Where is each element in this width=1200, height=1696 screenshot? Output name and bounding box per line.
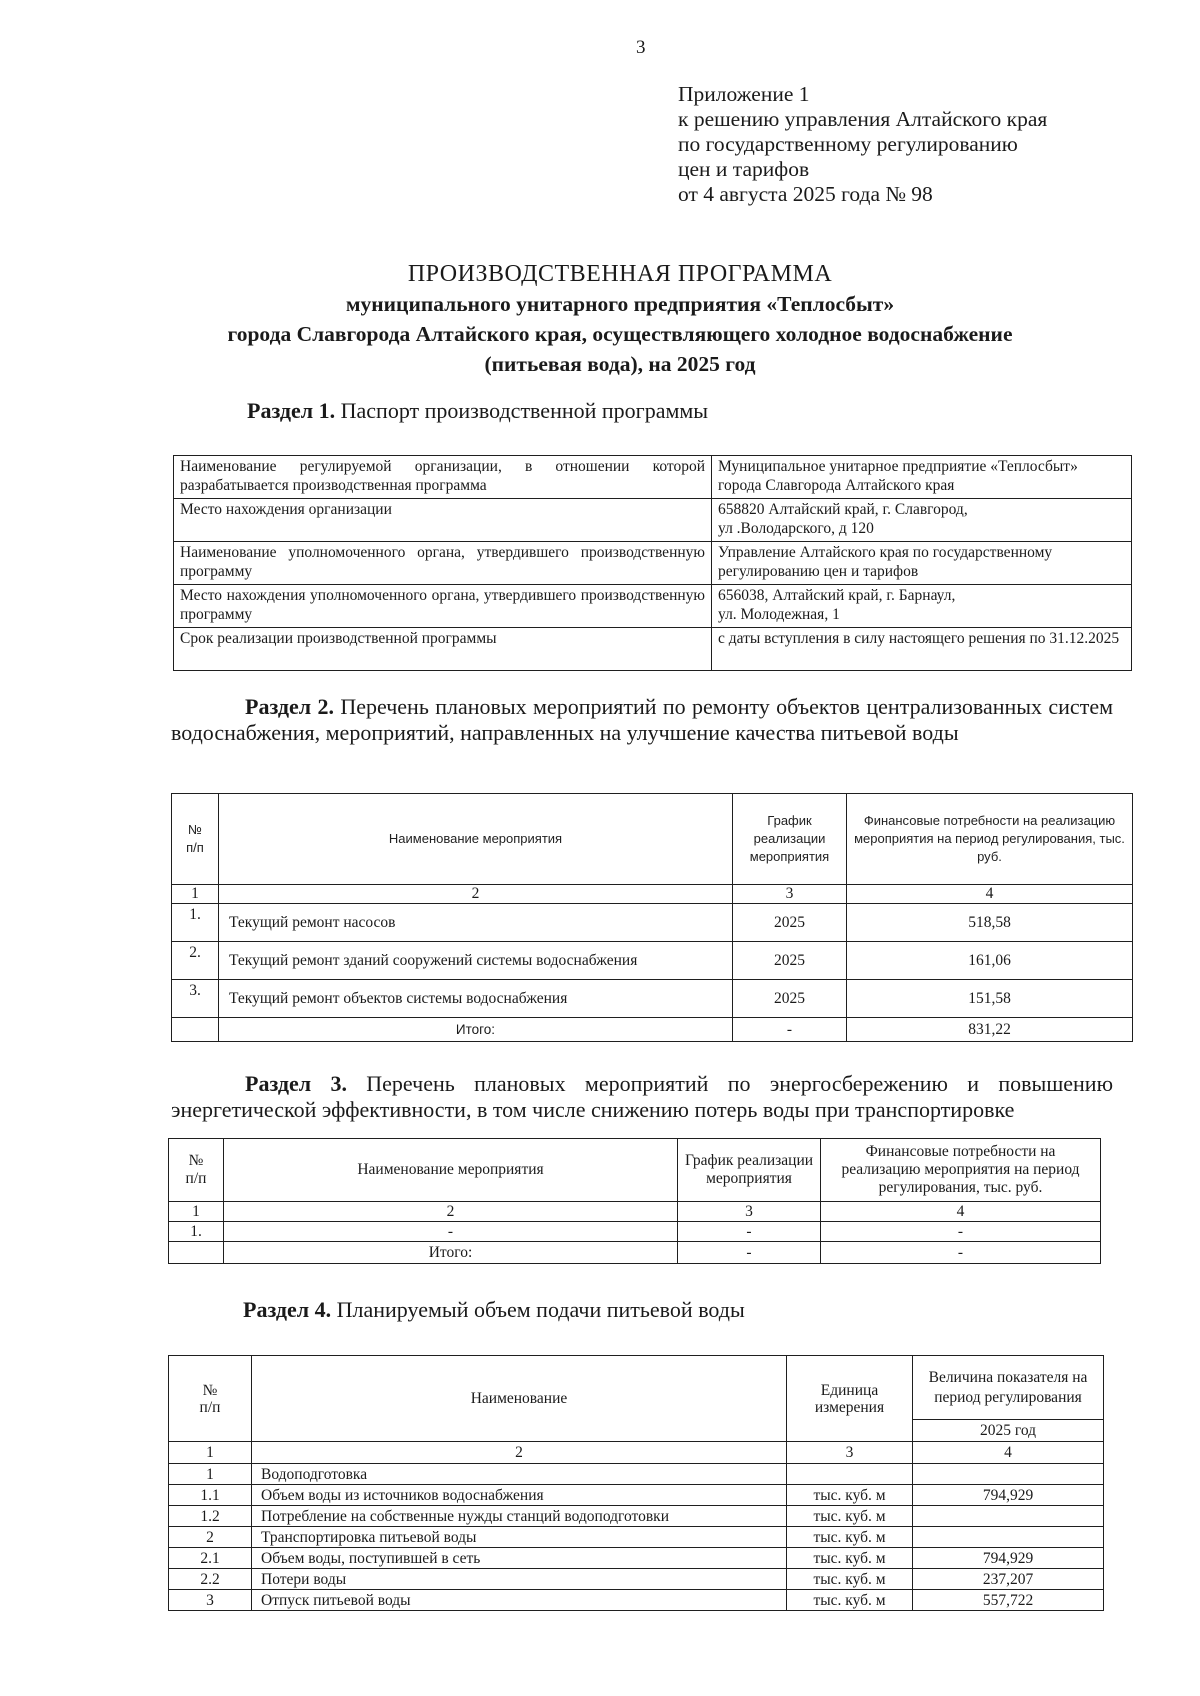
row-num: 1. bbox=[172, 904, 219, 942]
row-value: 794,929 bbox=[913, 1485, 1104, 1506]
energy-measures-table bbox=[168, 1138, 1101, 1264]
table-row bbox=[169, 1485, 1104, 1506]
row-name: Текущий ремонт насосов bbox=[219, 904, 733, 942]
section-title: Перечень плановых мероприятий по энергосбережению и повышению энергетической эффективности, в том числе снижению потерь воды при транспортировке bbox=[171, 1071, 1114, 1122]
title-line: муниципального унитарного предприятия «Теплосбыт» bbox=[345, 292, 895, 316]
table-row bbox=[169, 1506, 1104, 1527]
column-number: 3 bbox=[678, 1202, 821, 1222]
row-amount: 518,58 bbox=[847, 904, 1133, 942]
column-number: 4 bbox=[913, 1442, 1104, 1464]
section1-heading bbox=[247, 398, 708, 424]
section3-heading bbox=[171, 1071, 1113, 1123]
table-row bbox=[172, 904, 1133, 942]
row-amount: - bbox=[821, 1222, 1101, 1242]
row-value bbox=[913, 1527, 1104, 1548]
table-row bbox=[174, 456, 1132, 499]
row-year: 2025 bbox=[733, 980, 847, 1018]
col-header-name: Наименование мероприятия bbox=[219, 794, 733, 885]
header-line: № bbox=[188, 1152, 204, 1169]
row-value: 557,722 bbox=[913, 1590, 1104, 1611]
section-label: Раздел 4. bbox=[243, 1297, 332, 1322]
header-line: п/п bbox=[199, 1398, 221, 1416]
column-number-row bbox=[172, 885, 1133, 904]
col-header-year: 2025 год bbox=[913, 1420, 1104, 1442]
appendix-header bbox=[678, 82, 1047, 207]
document-title bbox=[120, 259, 1120, 379]
field-cell: Наименование регулируемой организации, в отношении которой разрабатывается производственная программа bbox=[174, 456, 712, 499]
row-name: Транспортировка питьевой воды bbox=[252, 1527, 787, 1548]
col-header-finance: Финансовые потребности на реализацию мероприятия на период регулирования, тыс. руб. bbox=[821, 1139, 1101, 1202]
section-title: Паспорт производственной программы bbox=[340, 398, 709, 423]
row-name: Объем воды, поступившей в сеть bbox=[252, 1548, 787, 1569]
header-line: п/п bbox=[186, 840, 204, 855]
row-amount: 161,06 bbox=[847, 942, 1133, 980]
appendix-line: по государственному регулированию bbox=[678, 132, 1018, 156]
column-number: 2 bbox=[219, 885, 733, 904]
section-label: Раздел 2. bbox=[245, 694, 334, 719]
field-cell: Место нахождения уполномоченного органа, утвердившего производственную программу bbox=[174, 585, 712, 628]
column-number: 1 bbox=[172, 885, 219, 904]
row-num: 2. bbox=[172, 942, 219, 980]
header-line: № bbox=[202, 1381, 218, 1399]
row-year: 2025 bbox=[733, 904, 847, 942]
row-name: Отпуск питьевой воды bbox=[252, 1590, 787, 1611]
col-header-schedule: График реализации мероприятия bbox=[733, 794, 847, 885]
header-line: № bbox=[188, 822, 202, 837]
page-number: 3 bbox=[636, 37, 646, 58]
row-name: Текущий ремонт зданий сооружений системы водоснабжения bbox=[219, 942, 733, 980]
row-unit: тыс. куб. м bbox=[787, 1527, 913, 1548]
row-unit: тыс. куб. м bbox=[787, 1590, 913, 1611]
empty-cell bbox=[172, 1018, 219, 1042]
total-label: Итого: bbox=[224, 1242, 678, 1264]
row-num: 3 bbox=[169, 1590, 252, 1611]
value-line: ул. Молодежная, 1 bbox=[718, 606, 840, 623]
water-volume-table bbox=[168, 1355, 1104, 1611]
row-name: Водоподготовка bbox=[252, 1464, 787, 1485]
section-label: Раздел 1. bbox=[247, 398, 336, 423]
title-line: (питьевая вода), на 2025 год bbox=[484, 352, 756, 376]
section2-heading bbox=[171, 694, 1113, 746]
header-row bbox=[172, 794, 1133, 885]
field-cell: Срок реализации производственной программы bbox=[174, 628, 712, 671]
value-line: ул .Володарского, д 120 bbox=[718, 520, 874, 537]
row-num: 2 bbox=[169, 1527, 252, 1548]
table-row bbox=[174, 499, 1132, 542]
col-header-value: Величина показателя на период регулирования bbox=[913, 1356, 1104, 1420]
row-num: 1 bbox=[169, 1464, 252, 1485]
value-cell: Муниципальное унитарное предприятие «Теплосбыт» города Славгорода Алтайского края bbox=[712, 456, 1132, 499]
total-label: Итого: bbox=[219, 1018, 733, 1042]
table-row bbox=[169, 1464, 1104, 1485]
value-cell bbox=[712, 585, 1132, 628]
row-value bbox=[913, 1506, 1104, 1527]
row-name: Объем воды из источников водоснабжения bbox=[252, 1485, 787, 1506]
total-year: - bbox=[733, 1018, 847, 1042]
appendix-line: от 4 августа 2025 года № 98 bbox=[678, 182, 933, 206]
row-num: 1. bbox=[169, 1222, 224, 1242]
column-number-row bbox=[169, 1202, 1101, 1222]
section-title: Планируемый объем подачи питьевой воды bbox=[336, 1297, 745, 1322]
row-year: 2025 bbox=[733, 942, 847, 980]
column-number: 1 bbox=[169, 1442, 252, 1464]
row-unit: тыс. куб. м bbox=[787, 1485, 913, 1506]
table-row bbox=[174, 628, 1132, 671]
column-number: 3 bbox=[733, 885, 847, 904]
field-cell: Место нахождения организации bbox=[174, 499, 712, 542]
column-number: 4 bbox=[821, 1202, 1101, 1222]
row-unit: тыс. куб. м bbox=[787, 1506, 913, 1527]
column-number: 4 bbox=[847, 885, 1133, 904]
table-row bbox=[169, 1527, 1104, 1548]
value-cell bbox=[712, 499, 1132, 542]
table-row bbox=[169, 1569, 1104, 1590]
table-row bbox=[169, 1590, 1104, 1611]
row-num: 1.1 bbox=[169, 1485, 252, 1506]
row-value: 794,929 bbox=[913, 1548, 1104, 1569]
column-number-row bbox=[169, 1442, 1104, 1464]
row-num: 2.1 bbox=[169, 1548, 252, 1569]
table-row bbox=[172, 980, 1133, 1018]
total-amount: 831,22 bbox=[847, 1018, 1133, 1042]
appendix-line: цен и тарифов bbox=[678, 157, 810, 181]
value-cell: с даты вступления в силу настоящего решения по 31.12.2025 bbox=[712, 628, 1132, 671]
col-header-num bbox=[169, 1139, 224, 1202]
passport-table bbox=[173, 455, 1132, 671]
table-row bbox=[169, 1222, 1101, 1242]
row-name: Текущий ремонт объектов системы водоснабжения bbox=[219, 980, 733, 1018]
total-row bbox=[172, 1018, 1133, 1042]
section-title: Перечень плановых мероприятий по ремонту объектов централизованных систем водоснабжения, мероприятий, направленных на улучшение качества питьевой воды bbox=[171, 694, 1114, 745]
appendix-line: Приложение 1 bbox=[678, 82, 810, 106]
row-name: - bbox=[224, 1222, 678, 1242]
column-number: 1 bbox=[169, 1202, 224, 1222]
title-line: города Славгорода Алтайского края, осуществляющего холодное водоснабжение bbox=[227, 322, 1013, 346]
row-unit: тыс. куб. м bbox=[787, 1569, 913, 1590]
section-label: Раздел 3. bbox=[245, 1071, 347, 1096]
row-name: Потери воды bbox=[252, 1569, 787, 1590]
col-header-name: Наименование мероприятия bbox=[224, 1139, 678, 1202]
col-header-num bbox=[169, 1356, 252, 1442]
header-row bbox=[169, 1356, 1104, 1420]
total-schedule: - bbox=[678, 1242, 821, 1264]
table-row bbox=[172, 942, 1133, 980]
repair-measures-table bbox=[171, 793, 1133, 1042]
row-unit bbox=[787, 1464, 913, 1485]
col-header-finance: Финансовые потребности на реализацию мероприятия на период регулирования, тыс. руб. bbox=[847, 794, 1133, 885]
row-unit: тыс. куб. м bbox=[787, 1548, 913, 1569]
row-num: 1.2 bbox=[169, 1506, 252, 1527]
table-row bbox=[174, 585, 1132, 628]
row-value bbox=[913, 1464, 1104, 1485]
row-amount: 151,58 bbox=[847, 980, 1133, 1018]
col-header-num bbox=[172, 794, 219, 885]
value-line: 656038, Алтайский край, г. Барнаул, bbox=[718, 587, 956, 604]
value-line: 658820 Алтайский край, г. Славгород, bbox=[718, 501, 968, 518]
header-line: п/п bbox=[185, 1170, 207, 1187]
section4-heading bbox=[243, 1297, 745, 1323]
appendix-line: к решению управления Алтайского края bbox=[678, 107, 1048, 131]
value-cell: Управление Алтайского края по государственному регулированию цен и тарифов bbox=[712, 542, 1132, 585]
col-header-unit: Единица измерения bbox=[787, 1356, 913, 1442]
table-row bbox=[174, 542, 1132, 585]
column-number: 2 bbox=[224, 1202, 678, 1222]
header-row bbox=[169, 1139, 1101, 1202]
row-num: 3. bbox=[172, 980, 219, 1018]
total-row bbox=[169, 1242, 1101, 1264]
field-cell: Наименование уполномоченного органа, утвердившего производственную программу bbox=[174, 542, 712, 585]
row-schedule: - bbox=[678, 1222, 821, 1242]
column-number: 3 bbox=[787, 1442, 913, 1464]
empty-cell bbox=[169, 1242, 224, 1264]
col-header-name: Наименование bbox=[252, 1356, 787, 1442]
col-header-schedule: График реализации мероприятия bbox=[678, 1139, 821, 1202]
row-name: Потребление на собственные нужды станций водоподготовки bbox=[252, 1506, 787, 1527]
total-amount: - bbox=[821, 1242, 1101, 1264]
row-value: 237,207 bbox=[913, 1569, 1104, 1590]
title-main: ПРОИЗВОДСТВЕННАЯ ПРОГРАММА bbox=[407, 261, 833, 287]
column-number: 2 bbox=[252, 1442, 787, 1464]
row-num: 2.2 bbox=[169, 1569, 252, 1590]
table-row bbox=[169, 1548, 1104, 1569]
